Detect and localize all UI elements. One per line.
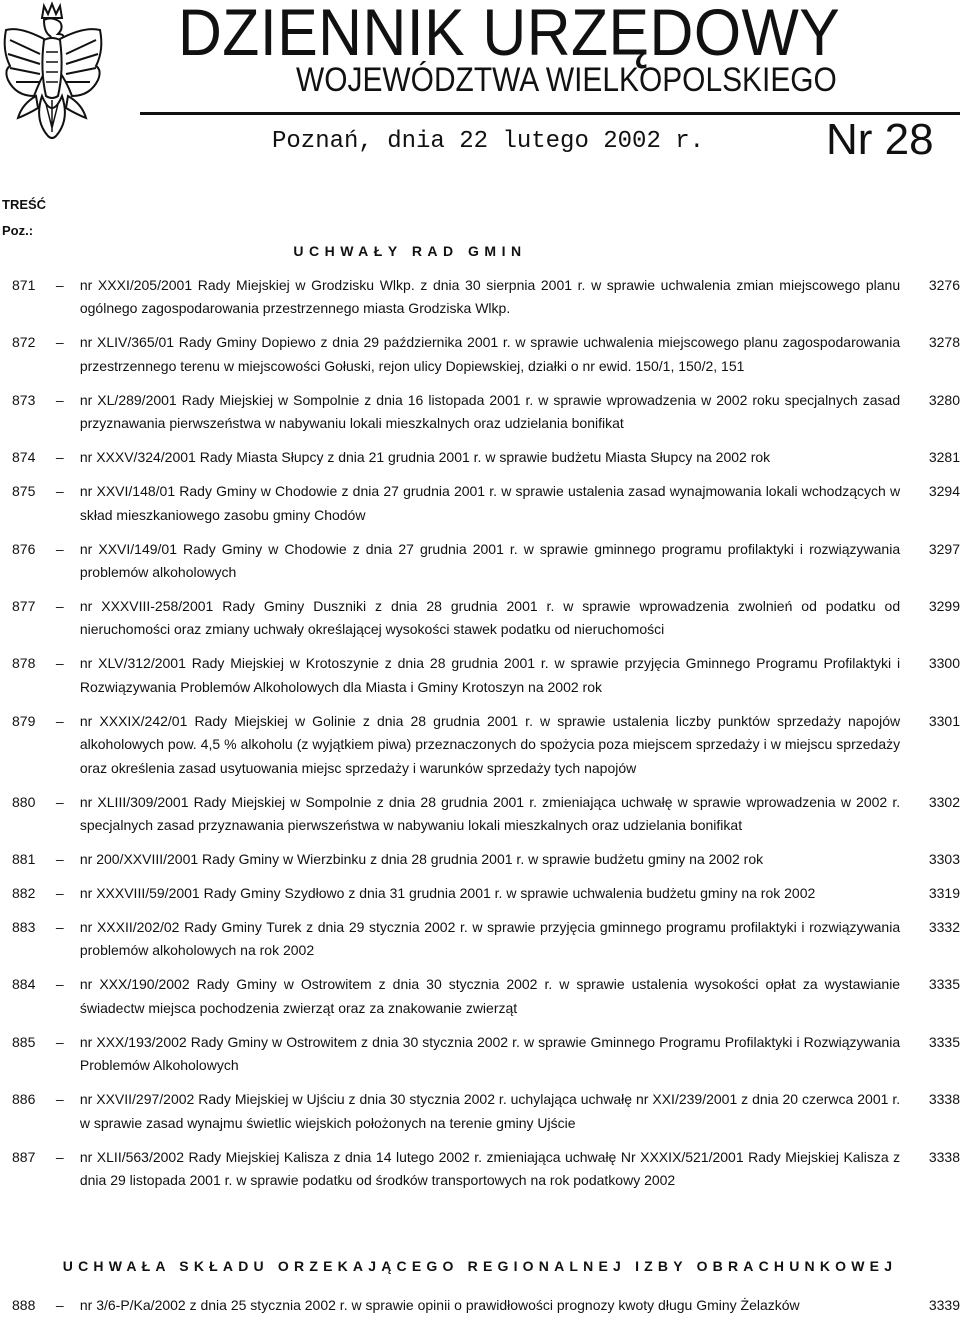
- toc-entry[interactable]: [0, 480, 960, 529]
- toc-entry[interactable]: [0, 791, 960, 840]
- entry-title: [80, 538, 900, 587]
- entry-number: 884: [12, 976, 36, 993]
- entry-title: [80, 848, 900, 873]
- entry-title: [80, 1088, 900, 1137]
- section-heading-council-resolutions: UCHWAŁY RAD GMIN: [293, 243, 527, 259]
- toc-entries-list: [0, 274, 960, 1203]
- entry-page-number: 3276: [928, 277, 960, 293]
- entry-dash: –: [55, 483, 64, 500]
- entry-title-text: nr 3/6-P/Ka/2002 z dnia 25 stycznia 2002 r. w sprawie opinii o prawidłowości prognozy kwoty długu Gminy Żelazków: [79, 1297, 800, 1313]
- entry-number: 885: [12, 1033, 36, 1050]
- entry-title-text: nr XXXV/324/2001 Rady Miasta Słupcy z dnia 21 grudnia 2001 r. w sprawie budżetu Miasta Słupcy na 2002 rok: [79, 449, 771, 466]
- entry-title-text: nr XXXVIII-258/2001 Rady Gminy Duszniki z dnia 28 grudnia 2001 r. w sprawie wprowadzenia zwolnień od podatku od nieruchomości oraz zmiany uchwały określającej wysokości stawek podatku od nieruchomości: [79, 598, 901, 638]
- entry-dash: –: [55, 1033, 64, 1050]
- entry-title: [80, 274, 900, 323]
- toc-entry[interactable]: [0, 916, 960, 965]
- entry-title: [80, 916, 900, 965]
- toc-entry[interactable]: [0, 331, 960, 380]
- entry-title: [80, 389, 900, 438]
- entry-page-number: 3339: [928, 1297, 960, 1313]
- entry-page-number: 3338: [928, 1148, 960, 1165]
- entry-title: [80, 882, 900, 907]
- entry-dash: –: [55, 885, 64, 902]
- toc-entry[interactable]: [0, 652, 960, 701]
- section-heading-audit-chamber: UCHWAŁA SKŁADU ORZEKAJĄCEGO REGIONALNEJ IZBY OBRACHUNKOWEJ: [62, 1258, 898, 1274]
- entry-page-number: 3332: [928, 919, 960, 936]
- entry-page-number: 3303: [928, 851, 960, 868]
- entry-title-text: nr XLIV/365/01 Rady Gminy Dopiewo z dnia 29 października 2001 r. w sprawie uchwalenia miejscowego planu zagospodarowania przestrzennego terenu w miejscowości Gołuski, rejon ulicy Dopiewskiej, działki o nr ewid. 150/1, 150/2, 151: [79, 334, 901, 374]
- journal-title: DZIENNIK URZĘDOWY: [178, 0, 841, 69]
- entry-dash: –: [55, 449, 64, 466]
- entry-number: 877: [12, 598, 36, 615]
- entry-page-number: 3297: [928, 540, 960, 557]
- entry-page-number: 3280: [928, 391, 960, 408]
- entry-dash: –: [55, 334, 64, 351]
- entry-number: 879: [12, 712, 36, 729]
- entry-page-number: 3319: [928, 885, 960, 902]
- entry-page-number: 3338: [928, 1091, 960, 1108]
- entry-title-text: nr XXX/190/2002 Rady Gminy w Ostrowitem z dnia 30 stycznia 2002 r. w sprawie ustalenia wysokości opłat za wystawianie świadectw miejsca pochodzenia zwierząt oraz za znakowanie zwierząt: [79, 976, 901, 1016]
- entry-page-number: 3302: [928, 793, 960, 810]
- entry-title-text: nr XLII/563/2002 Rady Miejskiej Kalisza z dnia 14 lutego 2002 r. zmieniająca uchwałę Nr XXXIX/521/2001 Rady Miejskiej Kalisza z dnia 29 listopada 2001 r. w sprawie podatku od środków transportowych na rok podatkowy 2002: [79, 1148, 901, 1189]
- toc-entry[interactable]: [0, 1031, 960, 1080]
- entry-number: 876: [12, 540, 36, 557]
- toc-entry[interactable]: [0, 710, 960, 782]
- toc-entry[interactable]: [0, 848, 960, 873]
- entry-page-number: 3301: [928, 712, 960, 729]
- entry-title: [80, 480, 900, 529]
- entry-number: 886: [12, 1091, 36, 1108]
- entry-title-text: nr XXVI/149/01 Rady Gminy w Chodowie z dnia 27 grudnia 2001 r. w sprawie gminnego programu profilaktyki i rozwiązywania problemów alkoholowych: [79, 540, 901, 581]
- entry-title: [80, 973, 900, 1022]
- entry-number: 874: [12, 449, 36, 466]
- toc-entry[interactable]: [0, 1294, 960, 1319]
- entry-number: 872: [12, 334, 36, 351]
- entry-dash: –: [55, 277, 64, 293]
- entry-title-text: nr XLV/312/2001 Rady Miejskiej w Krotoszynie z dnia 28 grudnia 2001 r. w sprawie przyjęcia Gminnego Programu Profilaktyki i Rozwiązywania Problemów Alkoholowych dla Miasta i Gminy Krotoszyn na 2002 rok: [79, 655, 901, 695]
- entry-title-text: nr XXX/193/2002 Rady Gminy w Ostrowitem z dnia 30 stycznia 2002 r. w sprawie Gminnego Programu Profilaktyki i Rozwiązywania Problemów Alkoholowych: [79, 1033, 901, 1074]
- entry-dash: –: [55, 851, 64, 868]
- entry-number: 875: [12, 483, 36, 500]
- entry-number: 887: [12, 1148, 36, 1165]
- entry-page-number: 3299: [928, 598, 960, 615]
- entry-title: [80, 595, 900, 644]
- entry-title: [80, 446, 900, 471]
- entry-title: [80, 1294, 900, 1319]
- entry-title-text: nr XXXI/205/2001 Rady Miejskiej w Grodzisku Wlkp. z dnia 30 sierpnia 2001 r. w sprawie uchwalenia zmian miejscowego planu ogólnego zagospodarowania przestrzennego miasta Grodziska Wlkp.: [79, 277, 901, 317]
- issue-number: Nr 28: [826, 115, 934, 164]
- entry-number: 873: [12, 391, 36, 408]
- toc-entries-list-audit: [0, 1294, 960, 1328]
- toc-entry[interactable]: [0, 973, 960, 1022]
- entry-title: [80, 1146, 900, 1195]
- toc-entry[interactable]: [0, 274, 960, 323]
- entry-dash: –: [55, 712, 64, 729]
- toc-entry[interactable]: [0, 446, 960, 471]
- entry-dash: –: [55, 976, 64, 993]
- entry-page-number: 3278: [928, 334, 960, 351]
- entry-title-text: nr XXVII/297/2002 Rady Miejskiej w Ujściu z dnia 30 stycznia 2002 r. uchylająca uchwałę nr XXI/239/2001 z dnia 20 czerwca 2001 r. w sprawie zasad wynajmu świetlic wiejskich położonych na terenie gminy Ujście: [79, 1091, 901, 1131]
- entry-title: [80, 652, 900, 701]
- entry-title-text: nr XXXII/202/02 Rady Gminy Turek z dnia 29 stycznia 2002 r. w sprawie przyjęcia gminnego programu profilaktyki i rozwiązywania problemów alkoholowych na rok 2002: [79, 919, 901, 959]
- toc-label: TREŚĆ: [2, 197, 47, 212]
- entry-title-text: nr XXXVIII/59/2001 Rady Gminy Szydłowo z dnia 31 grudnia 2001 r. w sprawie uchwalenia budżetu gminy na rok 2002: [79, 885, 816, 902]
- toc-entry[interactable]: [0, 595, 960, 644]
- entry-title-text: nr XXXIX/242/01 Rady Miejskiej w Golinie z dnia 28 grudnia 2001 r. w sprawie ustalenia liczby punktów sprzedaży napojów alkoholowych pow. 4,5 % alkoholu (z wyjątkiem piwa) przeznaczonych do spożycia poza miejscem sprzedaży i w miejscu sprzedaży oraz określenia zasad usytuowania miejsc sprzedaży i warunków sprzedaży tych napojów: [79, 712, 901, 776]
- entry-dash: –: [55, 1091, 64, 1108]
- entry-number: 881: [12, 851, 36, 868]
- toc-entry[interactable]: [0, 389, 960, 438]
- entry-number: 878: [12, 655, 36, 672]
- entry-title: [80, 1031, 900, 1080]
- entry-title-text: nr XXVI/148/01 Rady Gminy w Chodowie z dnia 27 grudnia 2001 r. w sprawie ustalenia zasad wynajmowania lokali wchodzących w skład mieszkaniowego zasobu gminy Chodów: [79, 483, 901, 523]
- entry-title-text: nr XLIII/309/2001 Rady Miejskiej w Sompolnie z dnia 28 grudnia 2001 r. zmieniająca uchwałę w sprawie wprowadzenia w 2002 r. specjalnych zasad przyznawania pierwszeństwa w nabywaniu lokali mieszkalnych oraz udzielania bonifikat: [79, 793, 901, 834]
- entry-number: 883: [12, 919, 36, 936]
- toc-entry[interactable]: [0, 1146, 960, 1195]
- entry-page-number: 3335: [928, 1033, 960, 1050]
- entry-number: 882: [12, 885, 36, 902]
- position-label: Poz.:: [2, 223, 34, 238]
- entry-dash: –: [55, 793, 64, 810]
- entry-page-number: 3335: [928, 976, 960, 993]
- entry-title: [80, 331, 900, 380]
- entry-dash: –: [55, 1148, 64, 1165]
- polish-eagle-emblem: [0, 0, 108, 152]
- entry-title: [80, 710, 900, 782]
- entry-page-number: 3294: [928, 483, 960, 500]
- entry-number: 888: [12, 1297, 36, 1313]
- entry-dash: –: [55, 655, 64, 672]
- entry-dash: –: [55, 598, 64, 615]
- entry-page-number: 3281: [928, 449, 960, 466]
- toc-entry[interactable]: [0, 1088, 960, 1137]
- entry-number: 871: [12, 277, 36, 293]
- entry-number: 880: [12, 793, 36, 810]
- entry-title-text: nr XL/289/2001 Rady Miejskiej w Sompolnie z dnia 16 listopada 2001 r. w sprawie wprowadzenia w 2002 roku specjalnych zasad przyznawania pierwszeństwa w nabywaniu lokali mieszkalnych oraz udzielania bonifikat: [79, 391, 901, 432]
- entry-dash: –: [55, 540, 64, 557]
- toc-entry[interactable]: [0, 538, 960, 587]
- entry-title: [80, 791, 900, 840]
- journal-subtitle: WOJEWÓDZTWA WIELKOPOLSKIEGO: [296, 61, 837, 99]
- toc-entry[interactable]: [0, 882, 960, 907]
- eagle-icon: [0, 0, 108, 152]
- entry-dash: –: [55, 919, 64, 936]
- entry-title-text: nr 200/XXVIII/2001 Rady Gminy w Wierzbinku z dnia 28 grudnia 2001 r. w sprawie budżetu gminy na 2002 rok: [79, 851, 764, 868]
- entry-page-number: 3300: [928, 655, 960, 672]
- issue-date: Poznań, dnia 22 lutego 2002 r.: [272, 128, 705, 155]
- entry-dash: –: [55, 1297, 64, 1313]
- entry-dash: –: [55, 391, 64, 408]
